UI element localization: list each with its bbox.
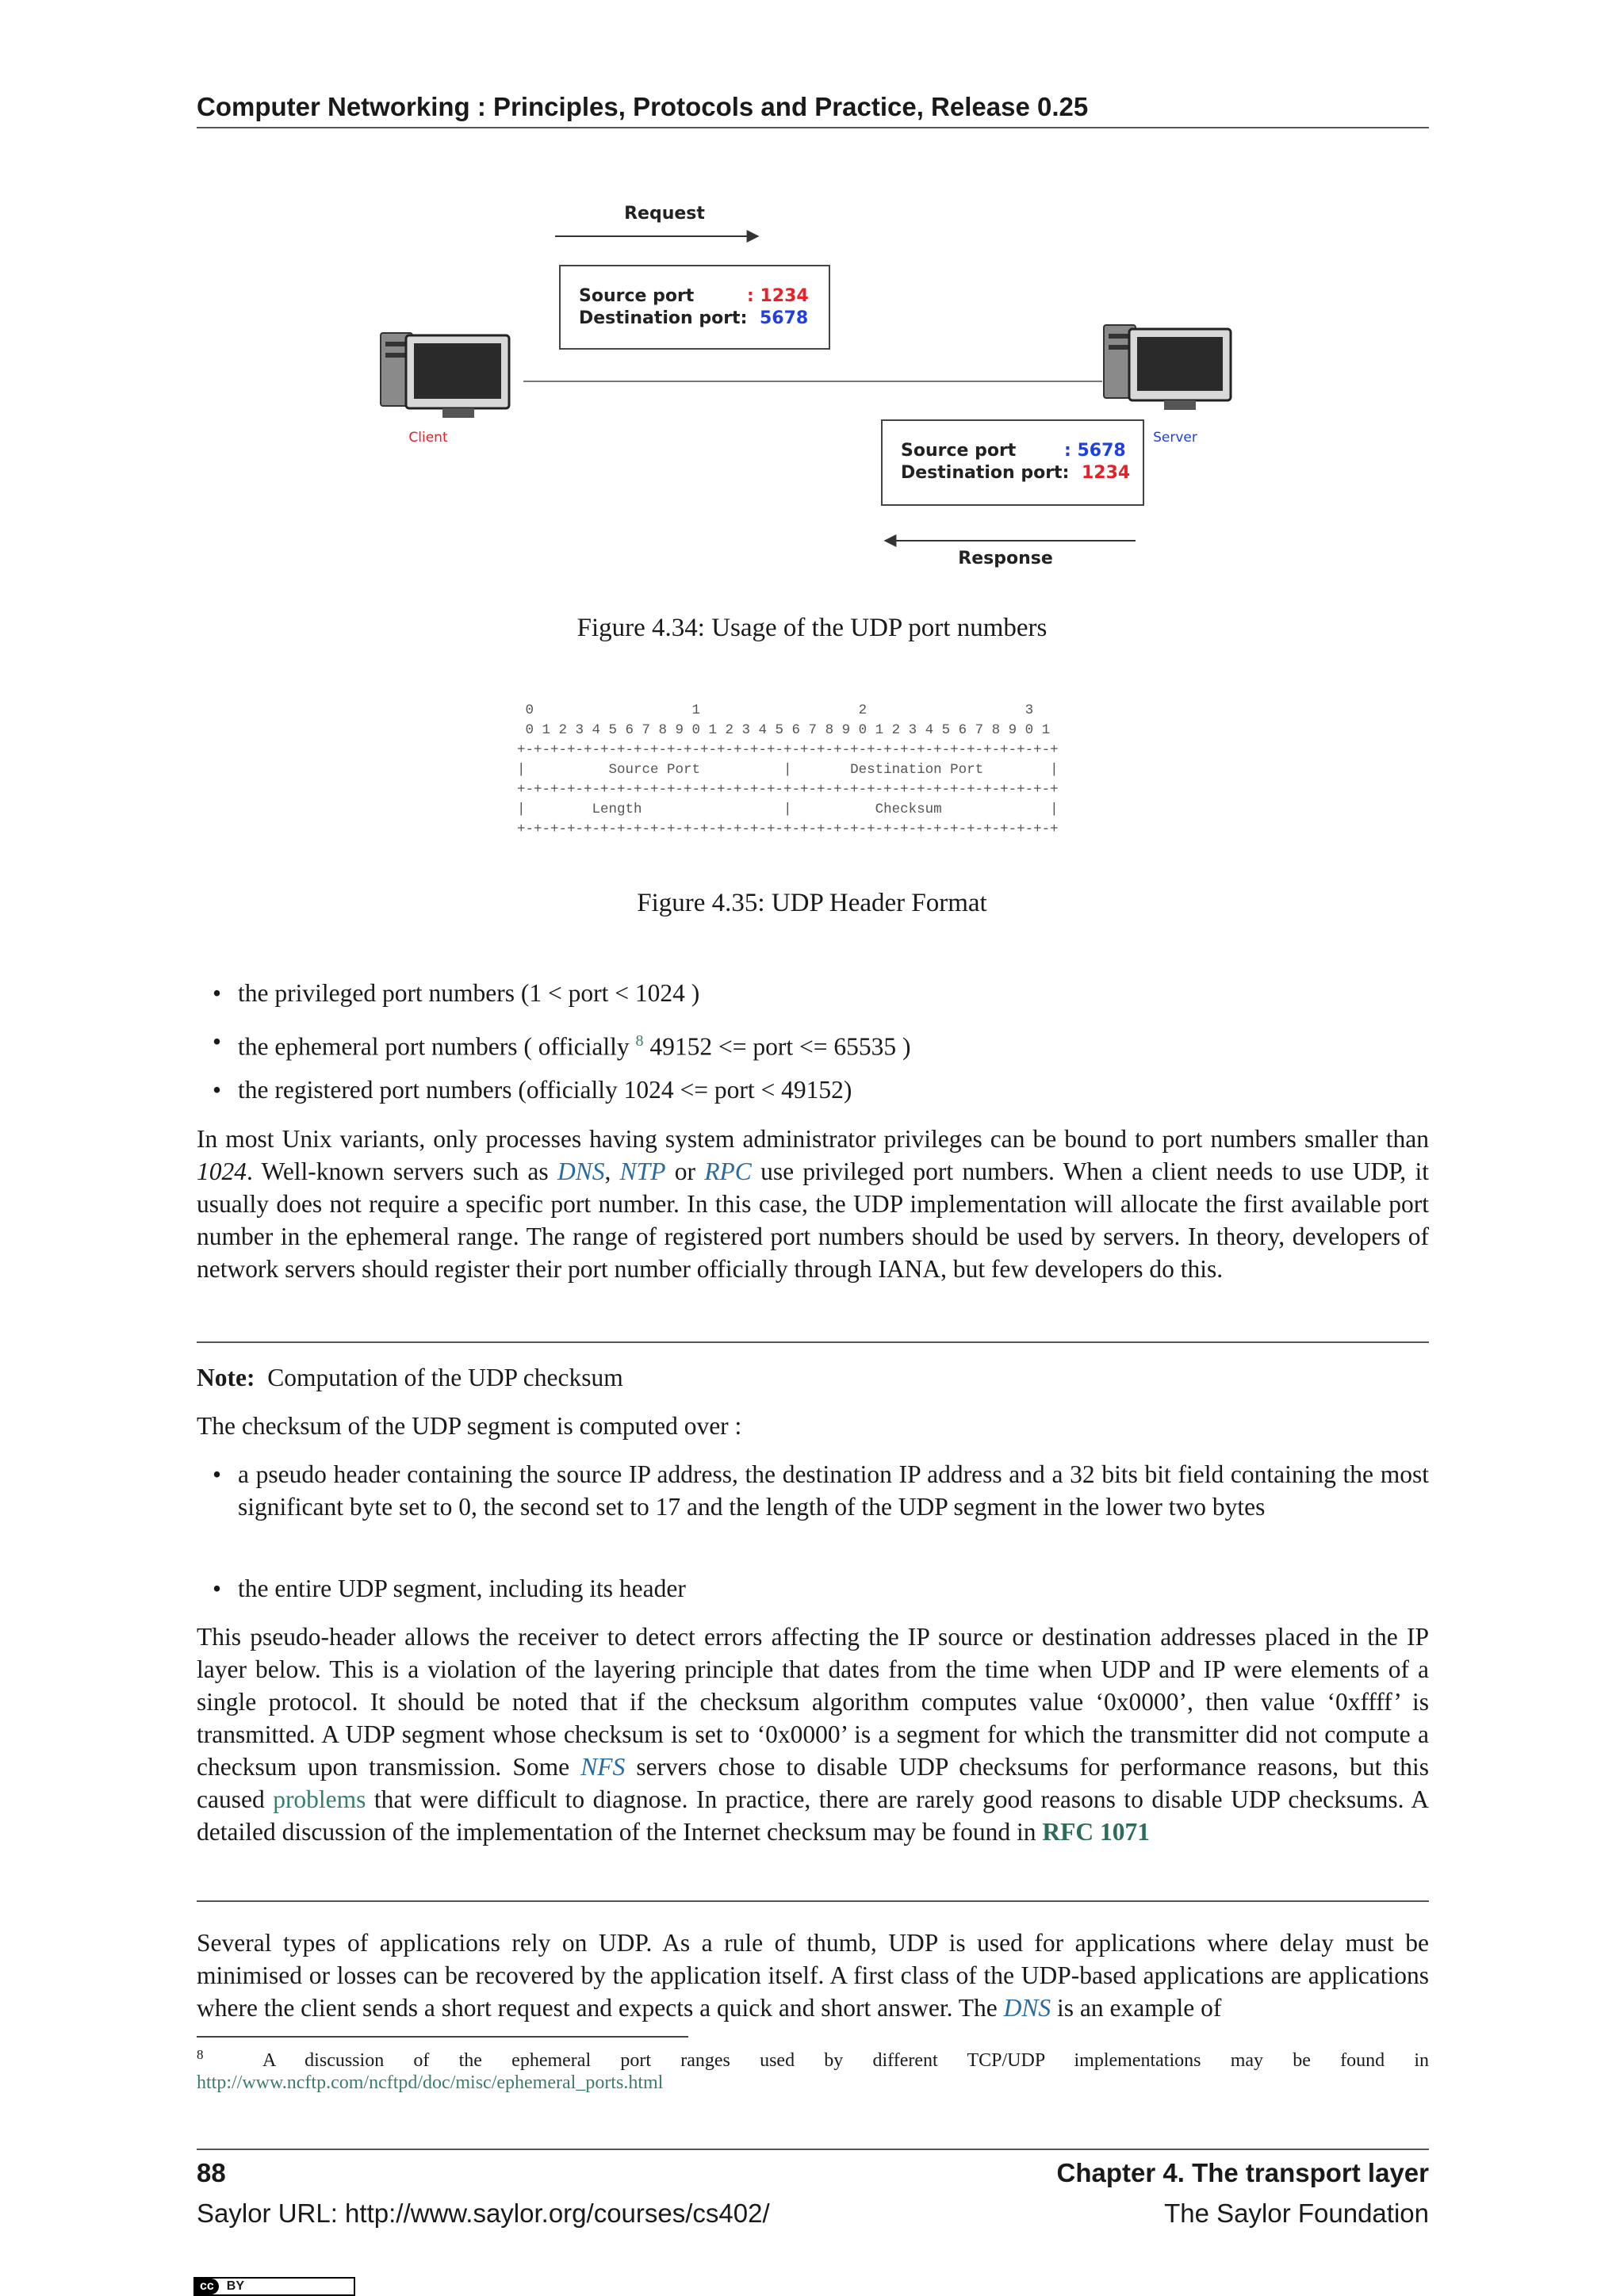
udp-ports-figure	[373, 194, 1261, 583]
response-dest-value: 1234	[1082, 463, 1131, 483]
bullet-registered-ports: • the registered port numbers (officially 1024 <= port < 49152)	[238, 1073, 1429, 1106]
bullet-pseudo-header: • a pseudo header containing the source IP address, the destination IP address and a 32 bits bit field containing the most significant byte set to 0, the second set to 17 and the length of the UDP segment in the lower two bytes	[238, 1458, 1429, 1523]
cc-by-license-badge	[193, 2277, 355, 2296]
request-dest-label: Destination port:	[579, 308, 748, 328]
page-number: 88	[197, 2158, 226, 2187]
footnote-8: $^8$ A discussion of the ephemeral port ranges used by different TCP/UDP implementations may be found in	[197, 2047, 1430, 2071]
chapter-title: Chapter 4. The transport layer	[1056, 2158, 1429, 2187]
response-source-label: Source port	[901, 441, 1017, 461]
by-label: BY	[226, 2279, 245, 2293]
bullet-privileged-ports: • the privileged port numbers (1 < port < 1024 )	[238, 977, 1429, 1009]
footnote-rule	[197, 2036, 688, 2038]
nfs-link[interactable]: NFS	[580, 1753, 626, 1781]
note-title-line: Note: Computation of the UDP checksum	[197, 1364, 623, 1391]
note-paragraph: This pseudo-header allows the receiver to detect errors affecting the IP source or destination addresses placed in the IP layer below. This is a violation of the layering principle that dates from the time when UDP and IP were elements of a single protocol. It should be noted that if the checksum algorithm computes value ‘0x0000’, then value ‘0xffff’ is transmitted. A UDP segment whose checksum is set to ‘0x0000’ is a segment for which the transmitter did not compute a checksum upon transmission. Some NFS servers chose to disable UDP checksums for performance reasons, but this caused problems that were difficult to diagnose. In practice, there are rarely good reasons to disable UDP checksums. A detailed discussion of the implementation of the Internet checksum may be found in RFC 1071	[197, 1623, 1429, 1846]
running-header: Computer Networking : Principles, Protocols and Practice, Release 0.25	[197, 92, 1089, 121]
footnote-ref-8[interactable]: 8	[635, 1032, 644, 1050]
rpc-link[interactable]: RPC	[704, 1158, 752, 1185]
udp-header-ascii: 0 1 2 3 0 1 2 3 4 5 6 7 8 9 0 1 2 3 4 5 6 7 8 9 0 1 2 3 4 5 6 7 8 9 0 1 +-+-+-+-+-+-+-+-+-+-+-+-+-+-+-+-+-+-+-+-+-+-+-+-+-+-+-+-+-+-+-+-+ | Source Port | Destination Port | +-+-+-+-+-+-+-+-+-+-+-+-+-+-+-+-+-+-+-+-+-+-+-+-+-+-+-+-+-+-+-+-+ | Length | Checksum | +-+-+-+-+-+-+-+-+-+-+-+-+-+-+-+-+-+-+-+-+-+-+-+-+-+-+-+-+-+-+-+-+	[517, 702, 1059, 837]
request-dest-value: 5678	[760, 308, 809, 328]
bullet-ephemeral-ports: • the ephemeral port numbers ( officially $^8$ 49152 <= port <= 65535 )	[238, 1025, 1429, 1063]
request-label: Request	[624, 204, 705, 224]
request-source-label: Source port	[579, 286, 695, 306]
response-source-value: : 5678	[1064, 441, 1126, 461]
note-intro: The checksum of the UDP segment is computed over :	[197, 1412, 742, 1440]
saylor-foundation: The Saylor Foundation	[1164, 2198, 1429, 2228]
response-label: Response	[958, 549, 1053, 568]
paragraph-udp-applications: Several types of applications rely on UDP. As a rule of thumb, UDP is used for applications where delay must be minimised or losses can be recovered by the application itself. A first class of the UDP-based applications are applications where the client sends a short request and expects a quick and short answer. The DNS is an example of	[197, 1929, 1429, 2022]
ntp-link[interactable]: NTP	[619, 1158, 666, 1185]
client-label: Client	[408, 430, 448, 446]
server-computer-icon	[1104, 325, 1231, 410]
saylor-url: Saylor URL: http://www.saylor.org/courses/cs402/	[197, 2198, 770, 2228]
dns-link[interactable]: DNS	[557, 1158, 605, 1185]
cc-icon: cc	[195, 2279, 219, 2294]
request-source-value: : 1234	[747, 286, 809, 306]
response-dest-label: Destination port:	[901, 463, 1070, 483]
note-bottom-rule	[197, 1900, 1429, 1902]
rfc-1071-link[interactable]: RFC 1071	[1042, 1818, 1150, 1846]
footer-rule	[197, 2149, 1429, 2150]
paragraph-privileged-ports: In most Unix variants, only processes having system administrator privileges can be bound to port numbers smaller than 1024. Well-known servers such as DNS, NTP or RPC use privileged port numbers. When a client needs to use UDP, it usually does not require a specific port number. In this case, the UDP implementation will allocate the first available port number in the ephemeral range. The range of registered port numbers should be used by servers. In theory, developers of network servers should register their port number officially through IANA, but few developers do this.	[197, 1125, 1429, 1283]
request-box	[560, 266, 829, 349]
figure-4-35-caption: Figure 4.35: UDP Header Format	[637, 889, 987, 917]
note-top-rule	[197, 1341, 1429, 1343]
server-label: Server	[1153, 430, 1197, 446]
client-computer-icon	[381, 333, 509, 418]
header-rule	[197, 127, 1429, 128]
bullet-entire-segment: • the entire UDP segment, including its header	[238, 1572, 1429, 1605]
figure-4-34-caption: Figure 4.34: Usage of the UDP port numbers	[576, 614, 1048, 642]
note-label: Note:	[197, 1364, 255, 1391]
problems-link[interactable]: problems	[273, 1785, 366, 1813]
footnote-url-link[interactable]: http://www.ncftp.com/ncftpd/doc/misc/ephemeral_ports.html	[197, 2072, 664, 2093]
dns-link-2[interactable]: DNS	[1003, 1994, 1051, 2022]
